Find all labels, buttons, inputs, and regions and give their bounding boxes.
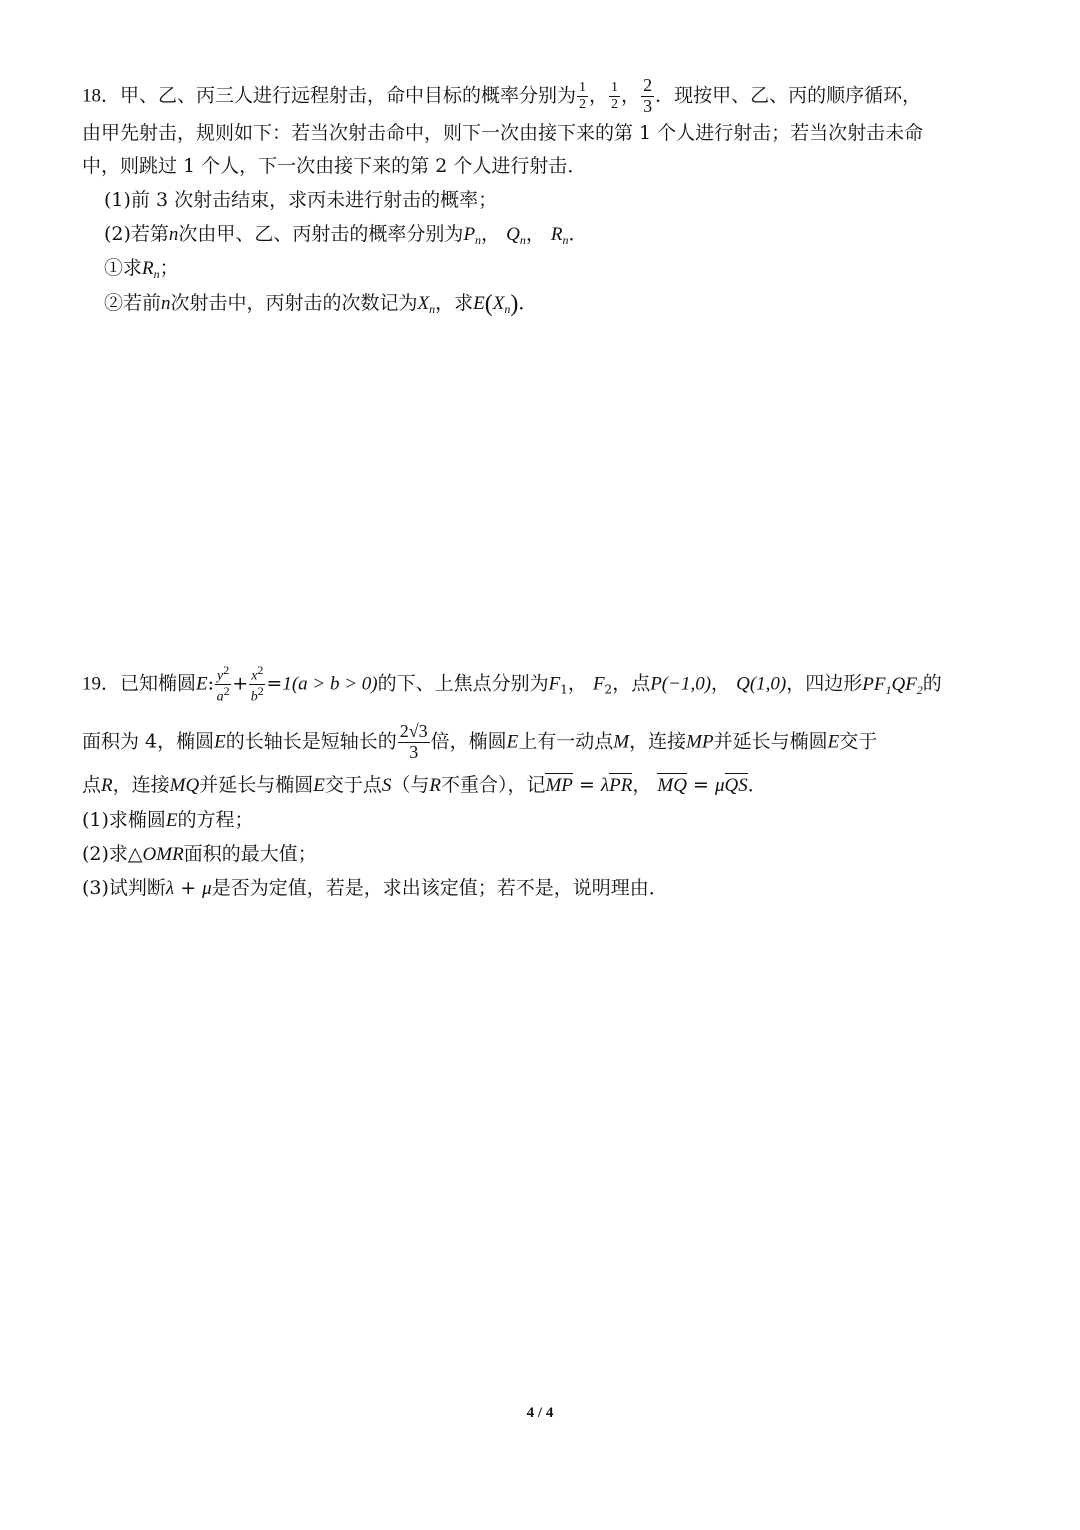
q19-line-1: 19．已知椭圆E: $\frac{y^2}{a^2}$ + $\frac{x^2}{b^2}$ =1(a > b > 0)的下、上焦点分别为$F_1$， $F_2$，点P(−1,0)， Q(1,0)，四边形$PF_1QF_2$的 <box>82 663 942 705</box>
q18-line-1: 18．甲、乙、丙三人进行远程射击，命中目标的概率分别为 $\frac{1}{2}$ ， $\frac{1}{2}$ ， $\frac{2}{3}$ ．现按甲、乙、丙的顺序循环， <box>82 75 922 116</box>
q19-part-1: (1)求椭圆E的方程； <box>82 809 254 831</box>
point-p: P(−1,0) <box>650 673 712 695</box>
q18-part-2: (2)若第n次由甲、乙、丙射击的概率分别为$P_n$， $Q_n$， $R_n$． <box>104 223 588 247</box>
ellipse-term-y: $\frac{y^2}{a^2}$ <box>216 663 230 705</box>
q18-number: 18． <box>82 85 121 107</box>
q18-prob-2: $\frac{1}{2}$ <box>611 80 619 112</box>
q19-number: 19． <box>82 673 121 695</box>
q18-prob-3: $\frac{2}{3}$ <box>643 75 653 116</box>
q18-line-2: 由甲先射击，规则如下：若当次射击命中，则下一次由接下来的第 1 个人进行射击；若当次射击未命 <box>82 122 924 144</box>
q18-sub-2: ②若前n次射击中，丙射击的次数记为$X_n$，求$E(X_n)$． <box>104 291 538 317</box>
q18-sub-1: ①求$R_n$； <box>104 257 179 281</box>
q18-intro-cont: ．现按甲、乙、丙的顺序循环， <box>655 84 922 107</box>
q18-intro: 甲、乙、丙三人进行远程射击，命中目标的概率分别为 <box>120 84 577 107</box>
q18-prob-1: $\frac{1}{2}$ <box>579 80 587 112</box>
point-q: Q(1,0) <box>736 673 787 695</box>
ellipse-term-x: $\frac{x^2}{b^2}$ <box>250 663 264 705</box>
var-n: n <box>168 224 179 245</box>
q18-part-1: (1)前 3 次射击结束，求丙未进行射击的概率； <box>104 189 498 211</box>
q18-line-3: 中，则跳过 1 个人，下一次由接下来的第 2 个人进行射击． <box>82 155 587 177</box>
q19-part-3: (3)试判断λ + μ是否为定值，若是，求出该定值；若不是，说明理由． <box>82 877 668 899</box>
q19-part-2: (2)求△OMR面积的最大值； <box>82 843 317 865</box>
page-number: 4 / 4 <box>526 1405 554 1421</box>
ellipse-condition: 1(a > b > 0) <box>282 673 378 695</box>
axis-ratio: $\frac{2√3}{3}$ <box>399 721 428 762</box>
q19-line-3: 点R，连接MQ并延长与椭圆E交于点S（与R不重合），记MP = λPR， MQ = μQS． <box>82 774 767 796</box>
q19-line-2: 面积为 4，椭圆E的长轴长是短轴长的 $\frac{2√3}{3}$ 倍，椭圆E上有一动点M，连接MP并延长与椭圆E交于 <box>82 721 878 762</box>
